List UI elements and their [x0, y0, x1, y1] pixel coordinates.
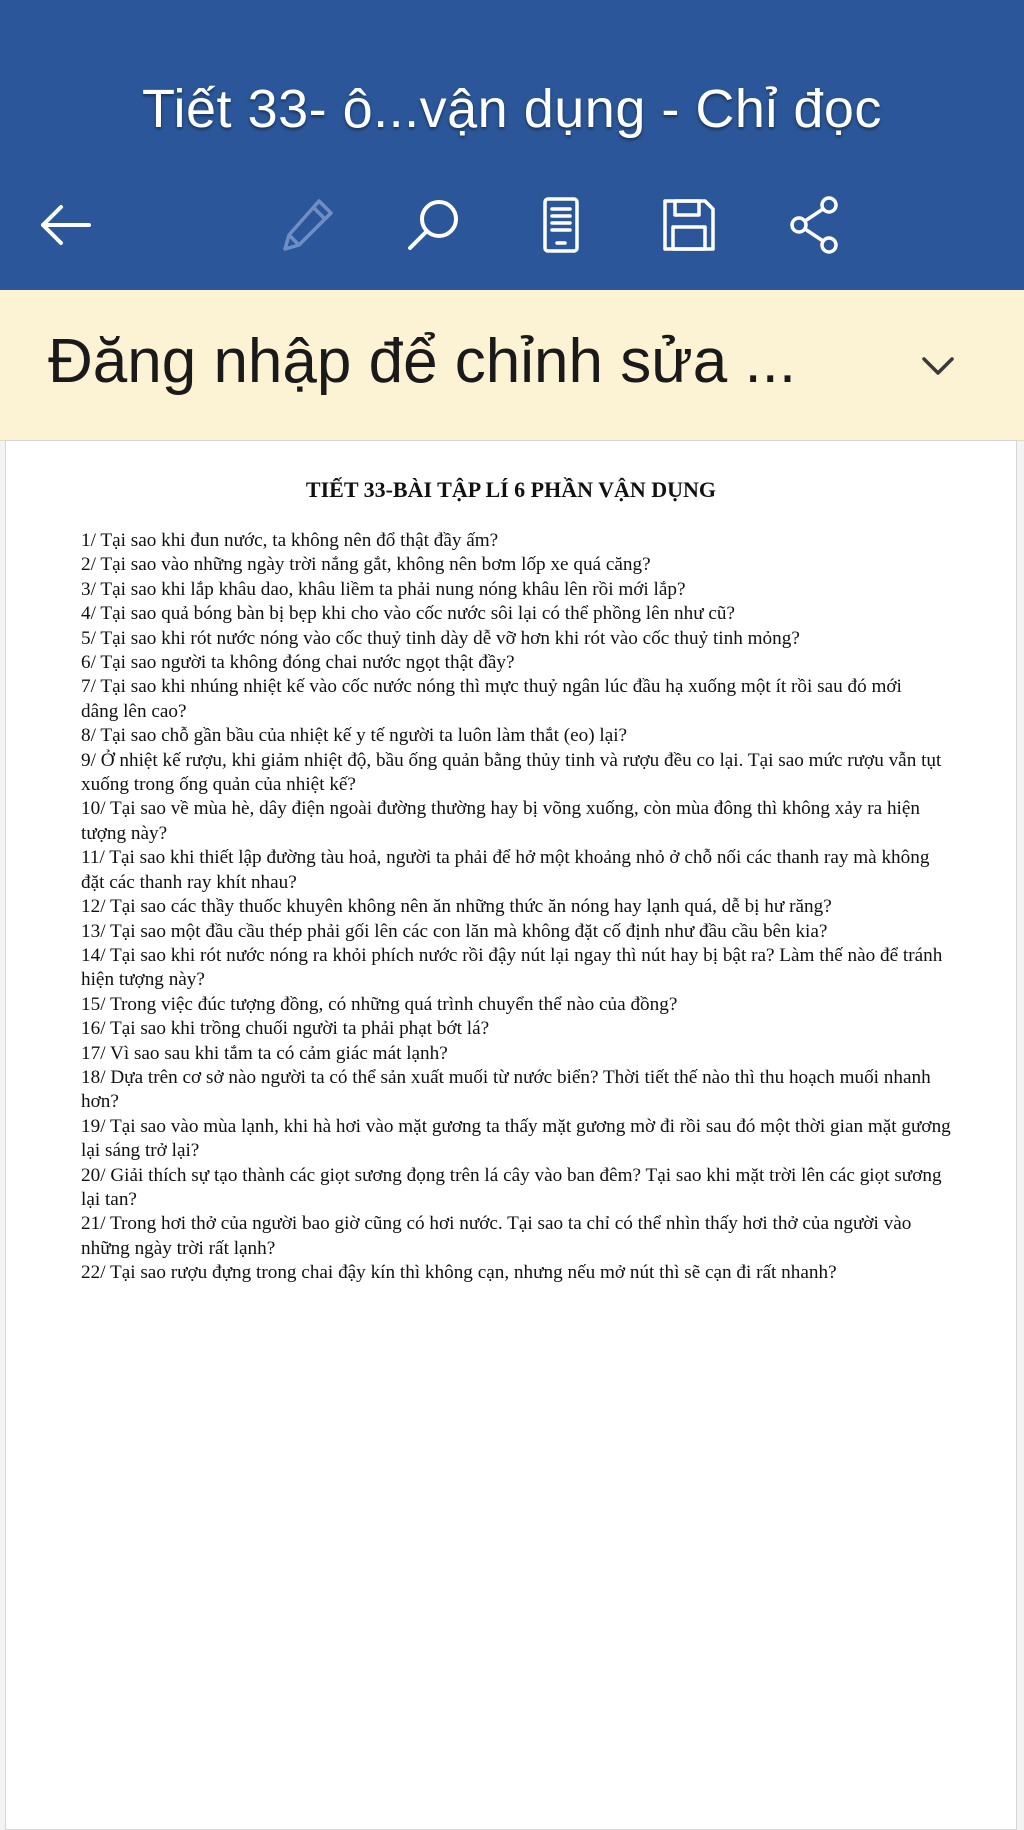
- mobile-view-icon[interactable]: [526, 190, 596, 260]
- question-item: 16/ Tại sao khi trồng chuối người ta phải phạt bớt lá?: [81, 1018, 490, 1040]
- search-icon[interactable]: [398, 190, 468, 260]
- question-item: 3/ Tại sao khi lắp khâu dao, khâu liềm ta phải nung nóng khâu lên rồi mới lắp?: [81, 578, 686, 600]
- question-item: 20/ Giải thích sự tạo thành các giọt sương đọng trên lá cây vào ban đêm? Tại sao khi mặt trời lên các giọt sương lại tan?: [81, 1164, 942, 1210]
- document-page: [5, 440, 1017, 1830]
- toolbar: [0, 190, 1024, 260]
- question-item: 7/ Tại sao khi nhúng nhiệt kế vào cốc nước nóng thì mực thuỷ ngân lúc đầu hạ xuống một ít rồi sau đó mới: [81, 676, 902, 698]
- question-item: 13/ Tại sao một đầu cầu thép phải gối lên các con lăn mà không đặt cố định như đầu cầu bên kia?: [81, 920, 828, 942]
- sign-in-banner[interactable]: [0, 290, 1024, 441]
- app-header: [0, 0, 1024, 290]
- question-item: 1/ Tại sao khi đun nước, ta không nên đổ thật đầy ấm?: [81, 530, 499, 551]
- question-list: [81, 529, 951, 1286]
- pencil-edit-icon[interactable]: [272, 190, 342, 260]
- question-item: dâng lên cao?: [81, 700, 187, 722]
- page-title: TIẾT 33-BÀI TẬP LÍ 6 PHẦN VẬN DỤNG: [305, 477, 717, 502]
- question-item: 14/ Tại sao khi rót nước nóng ra khỏi phích nước rồi đậy nút lại ngay thì nút hay bị bật ra? Làm thế nào để tránh hiện tượng này?: [81, 944, 943, 991]
- question-item: 12/ Tại sao các thầy thuốc khuyên không nên ăn những thức ăn nóng hay lạnh quá, dễ bị hư răng?: [81, 896, 832, 918]
- question-item: 8/ Tại sao chỗ gần bầu của nhiệt kế y tế người ta luôn làm thắt (eo) lại?: [81, 725, 628, 747]
- back-arrow-icon[interactable]: [30, 190, 100, 260]
- question-item: 11/ Tại sao khi thiết lập đường tàu hoả, người ta phải để hở một khoảng nhỏ ở chỗ nối các thanh ray mà không đặt các thanh ray khít nhau?: [81, 847, 930, 893]
- question-item: 2/ Tại sao vào những ngày trời nắng gắt, không nên bơm lốp xe quá căng?: [81, 554, 651, 576]
- question-item: 19/ Tại sao vào mùa lạnh, khi hà hơi vào mặt gương ta thấy mặt gương mờ đi rồi sau đó một thời gian mặt gương lại sáng trở lại?: [81, 1115, 951, 1162]
- document-title: Tiết 33- ô...vận dụng - Chỉ đọc: [142, 79, 882, 139]
- question-item: 15/ Trong việc đúc tượng đồng, có những quá trình chuyển thể nào của đồng?: [81, 993, 678, 1015]
- chevron-down-icon[interactable]: [914, 342, 962, 390]
- question-item: 6/ Tại sao người ta không đóng chai nước ngọt thật đầy?: [81, 652, 515, 674]
- question-item: 10/ Tại sao về mùa hè, dây điện ngoài đường thường hay bị võng xuống, còn mùa đông thì không xảy ra hiện tượng này?: [81, 798, 921, 844]
- question-item: 21/ Trong hơi thở của người bao giờ cũng có hơi nước. Tại sao ta chỉ có thể nhìn thấy hơi thở của người vào những ngày trời rất lạnh?: [81, 1213, 912, 1259]
- save-icon[interactable]: [654, 190, 724, 260]
- sign-in-message[interactable]: Đăng nhập để chỉnh sửa ...: [48, 327, 797, 396]
- share-icon[interactable]: [780, 190, 850, 260]
- question-item: 22/ Tại sao rượu đựng trong chai đậy kín thì không cạn, nhưng nếu mở nút thì sẽ cạn đi rất nhanh?: [81, 1262, 837, 1284]
- question-item: 17/ Vì sao sau khi tắm ta có cảm giác mát lạnh?: [81, 1042, 448, 1064]
- question-item: 5/ Tại sao khi rót nước nóng vào cốc thuỷ tinh dày dễ vỡ hơn khi rót vào cốc thuỷ tinh mỏng?: [81, 627, 800, 649]
- question-item: 18/ Dựa trên cơ sở nào người ta có thể sản xuất muối từ nước biển? Thời tiết thế nào thì thu hoạch muối nhanh hơn?: [81, 1066, 931, 1113]
- question-item: 9/ Ở nhiệt kế rượu, khi giảm nhiệt độ, bầu ống quản bằng thủy tinh và rượu đều co lại. Tại sao mức rượu vẫn tụt xuống trong ống quản của nhiệt kế?: [81, 749, 942, 796]
- question-item: 4/ Tại sao quả bóng bàn bị bẹp khi cho vào cốc nước sôi lại có thể phồng lên như cũ?: [81, 603, 736, 625]
